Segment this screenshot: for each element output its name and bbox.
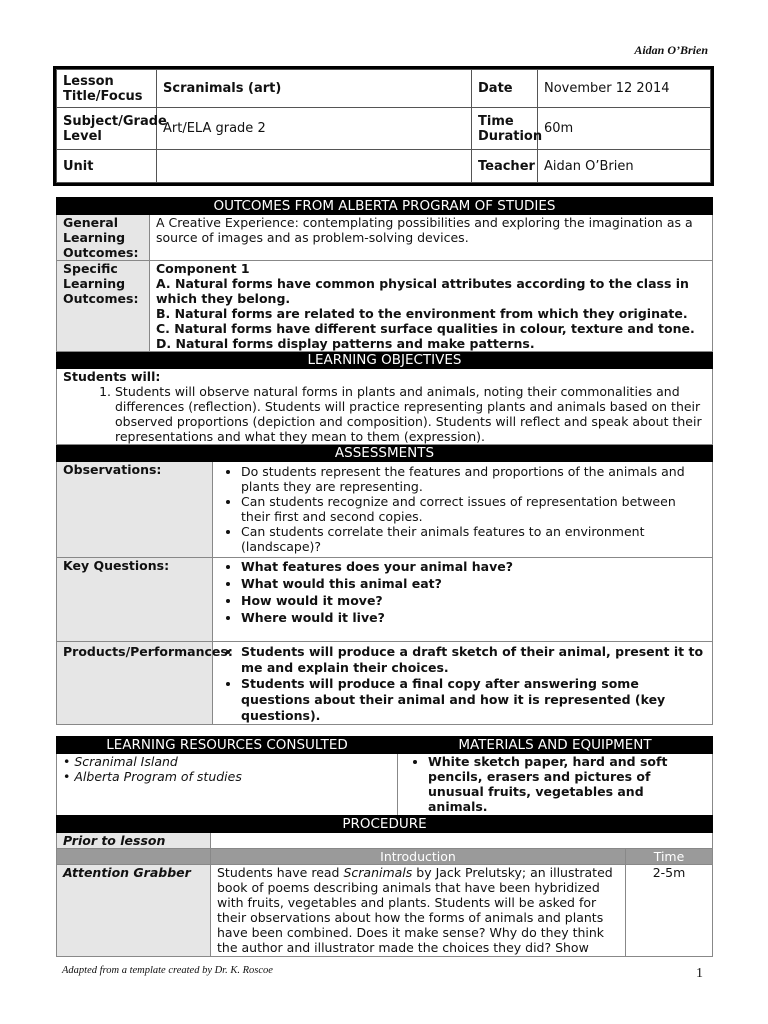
assessments-heading: ASSESSMENTS <box>57 445 713 462</box>
objectives-body <box>57 369 713 445</box>
products-label: Products/Performances: <box>57 642 213 725</box>
general-outcomes-text: A Creative Experience: contemplating possibilities and exploring the imagination as a source of images and as problem-solving devices. <box>150 215 713 261</box>
key-question-item: • How would it move? <box>241 592 706 609</box>
key-question-item: • Where would it live? <box>241 609 706 626</box>
objectives-intro: Students will: <box>63 369 161 384</box>
unit-label: Unit <box>57 150 157 183</box>
specific-outcomes-list <box>150 261 713 352</box>
subject-label: Subject/Grade Level <box>57 108 157 150</box>
material-item: • White sketch paper, hard and soft pencils, erasers and pictures of unusual fruits, vegetables and animals. <box>428 754 706 814</box>
key-question-item: • What would this animal eat? <box>241 575 706 592</box>
lesson-header-table <box>53 66 714 186</box>
key-question-item: • What features does your animal have? <box>241 558 706 575</box>
time-heading: Time <box>626 849 713 865</box>
date-value: November 12 2014 <box>538 70 711 108</box>
resources-heading: LEARNING RESOURCES CONSULTED <box>57 737 398 754</box>
specific-outcomes-label: Specific Learning Outcomes: <box>57 261 150 352</box>
lesson-title-value: Scranimals (art) <box>157 70 472 108</box>
general-outcomes-label: General Learning Outcomes: <box>57 215 150 261</box>
time-duration-value: 60m <box>538 108 711 150</box>
procedure-table <box>56 815 713 957</box>
resources-table <box>56 736 713 816</box>
objectives-heading: LEARNING OBJECTIVES <box>57 352 713 369</box>
book-title: Scranimals <box>343 865 413 880</box>
attention-grabber-time: 2-5m <box>626 865 713 957</box>
observations-list <box>213 462 713 558</box>
attention-grabber-label: Attention Grabber <box>57 865 211 957</box>
template-credit: Adapted from a template created by Dr. K. Roscoe <box>62 965 273 976</box>
materials-heading: MATERIALS AND EQUIPMENT <box>398 737 713 754</box>
subject-value: Art/ELA grade 2 <box>157 108 472 150</box>
product-item: • Students will produce a draft sketch of their animal, present it to me and explain their choices. <box>241 644 706 676</box>
prior-to-lesson-value <box>211 833 713 849</box>
outcomes-heading: OUTCOMES FROM ALBERTA PROGRAM OF STUDIES <box>57 198 713 215</box>
time-duration-label: Time Duration <box>472 108 538 150</box>
products-list <box>213 642 713 725</box>
unit-value <box>157 150 472 183</box>
resources-list <box>57 754 398 816</box>
prior-to-lesson-label: Prior to lesson <box>57 833 211 849</box>
specific-outcome-item: C. Natural forms have different surface qualities in colour, texture and tone. <box>156 321 695 336</box>
author-name: Aidan O’Brien <box>634 43 708 57</box>
specific-outcome-item: D. Natural forms display patterns and make patterns. <box>156 336 535 351</box>
lesson-title-label: Lesson Title/Focus <box>57 70 157 108</box>
observation-item: • Do students represent the features and proportions of the animals and plants they are representing. <box>241 464 706 494</box>
procedure-heading: PROCEDURE <box>57 816 713 833</box>
key-questions-label: Key Questions: <box>57 558 213 642</box>
teacher-label: Teacher <box>472 150 538 183</box>
resource-item: • Alberta Program of studies <box>63 769 242 784</box>
key-questions-list <box>213 558 713 642</box>
observation-item: • Can students correlate their animals features to an environment (landscape)? <box>241 524 706 554</box>
observation-item: • Can students recognize and correct issues of representation between their first and second copies. <box>241 494 706 524</box>
intro-blank-cell <box>57 849 211 865</box>
teacher-value: Aidan O’Brien <box>538 150 711 183</box>
page-number: 1 <box>696 966 703 981</box>
objective-item: 1. Students will observe natural forms in plants and animals, noting their commonalities and differences (reflection). Students will practice representing plants and animals based on their observed proportions (depiction and composition). Students will reflect and speak about their representations and what they mean to them (expression). <box>115 384 706 444</box>
date-label: Date <box>472 70 538 108</box>
introduction-heading: Introduction <box>211 849 626 865</box>
observations-label: Observations: <box>57 462 213 558</box>
outcomes-table <box>56 197 713 725</box>
specific-outcome-item: B. Natural forms are related to the environment from which they originate. <box>156 306 688 321</box>
resource-item: • Scranimal Island <box>63 754 178 769</box>
specific-outcome-item: Component 1 <box>156 261 250 276</box>
materials-list <box>398 754 713 816</box>
attention-grabber-text: Students have read Scranimals by Jack Prelutsky; an illustrated book of poems describing animals that have been hybridized with fruits, vegetables and plants. Students will be asked for their observations about how the forms of animals and plants have been combined. Does it make sense? Why do they think the author and illustrator made the choices they did? Show <box>211 865 626 957</box>
product-item: • Students will produce a final copy after answering some questions about their animal and how it is represented (key questions). <box>241 676 706 724</box>
specific-outcome-item: A. Natural forms have common physical attributes according to the class in which they belong. <box>156 276 689 306</box>
